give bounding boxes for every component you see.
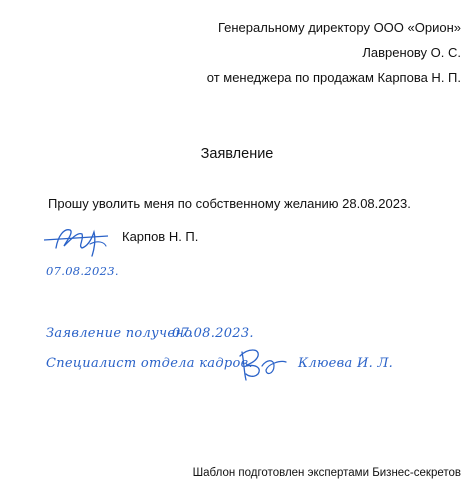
hr-signature — [238, 346, 290, 382]
template-credit: Шаблон подготовлен экспертами Бизнес-секретов — [192, 467, 461, 479]
applicant-name: Карпов Н. П. — [122, 229, 199, 244]
document-title: Заявление — [200, 146, 274, 162]
applicant-signature — [42, 222, 112, 258]
addressee-name: Лавренову О. С. — [362, 45, 461, 60]
specialist-label: Специалист отдела кадров. — [46, 356, 253, 371]
applicant-date: 07.08.2023. — [46, 264, 119, 278]
specialist-name: Клюева И. Л. — [298, 356, 394, 371]
received-date: 07.08.2023. — [172, 326, 254, 341]
received-label: Заявление получено — [46, 326, 193, 341]
request-text: Прошу уволить меня по собственному желанию 28.08.2023. — [48, 196, 411, 211]
sender-line: от менеджера по продажам Карпова Н. П. — [206, 70, 461, 85]
addressee-line: Генеральному директору ООО «Орион» — [217, 20, 461, 35]
